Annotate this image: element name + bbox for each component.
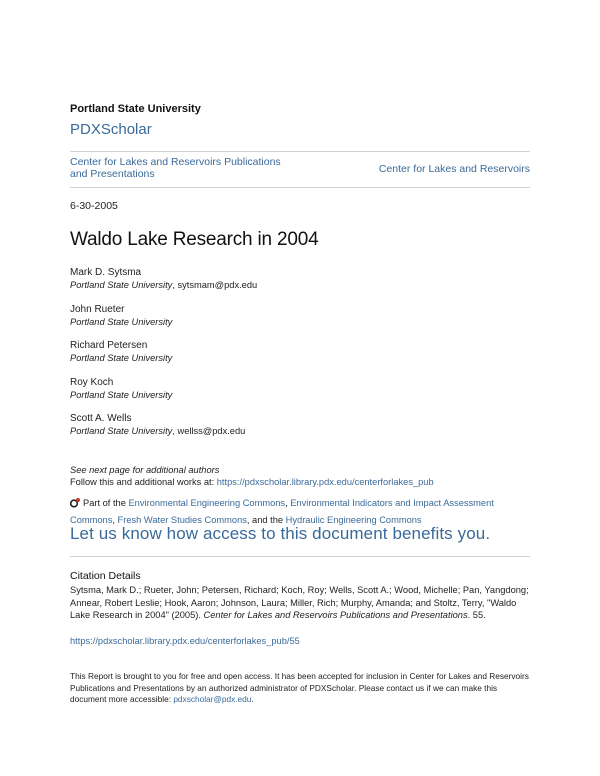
environmental-indicators-link[interactable]: Environmental Indicators and Impact Assessment Commons xyxy=(70,498,494,525)
author-name: Richard Petersen xyxy=(70,340,148,351)
citation-series: Center for Lakes and Reservoirs Publications and Presentations xyxy=(203,610,468,620)
divider xyxy=(70,556,530,557)
separator: , and the xyxy=(246,515,286,525)
publication-date: 6-30-2005 xyxy=(70,200,118,212)
environmental-engineering-link[interactable]: Environmental Engineering Commons xyxy=(128,498,286,508)
part-of-prefix: Part of the xyxy=(83,498,129,508)
author-affiliation: Portland State University xyxy=(70,426,173,436)
feedback-link[interactable]: Let us know how access to this document benefits you. xyxy=(70,524,491,543)
author-name: Mark D. Sytsma xyxy=(70,267,142,278)
department-link[interactable]: Center for Lakes and Reservoirs xyxy=(378,163,530,175)
collection-url-link[interactable]: https://pdxscholar.library.pdx.edu/centerforlakes_pub xyxy=(216,477,434,487)
author-email: , sytsmam@pdx.edu xyxy=(172,280,258,290)
author-entry xyxy=(70,376,172,402)
citation-text xyxy=(70,584,530,622)
document-title: Waldo Lake Research in 2004 xyxy=(70,229,319,250)
pdxscholar-link[interactable]: PDXScholar xyxy=(70,121,152,138)
author-entry xyxy=(70,339,172,365)
author-name: John Rueter xyxy=(70,304,125,315)
collection-link[interactable]: Center for Lakes and Reservoirs Publications and Presentations xyxy=(70,156,281,180)
author-entry xyxy=(70,303,172,329)
author-email: , wellss@pdx.edu xyxy=(172,426,246,436)
access-statement xyxy=(70,671,532,706)
author-entry xyxy=(70,266,257,292)
network-logo-icon xyxy=(70,497,81,508)
author-affiliation: Portland State University xyxy=(70,317,173,327)
author-entry xyxy=(70,412,245,438)
citation-number: . 55. xyxy=(467,610,486,620)
contact-email-link[interactable]: pdxscholar@pdx.edu xyxy=(173,694,252,704)
hydraulic-engineering-link[interactable]: Hydraulic Engineering Commons xyxy=(285,515,422,525)
author-name: Scott A. Wells xyxy=(70,413,132,424)
access-text: This Report is brought to you for free and open access. It has been accepted for inclusion in Center for Lakes and Reservoirs Publications and Presentations by an authorized administrator of PDXScholar. Please contact us if we can make this document more accessible: xyxy=(70,671,529,704)
follow-line xyxy=(70,477,434,487)
author-affiliation: Portland State University xyxy=(70,353,173,363)
divider xyxy=(70,187,530,188)
citation-heading: Citation Details xyxy=(70,570,141,582)
author-affiliation: Portland State University xyxy=(70,280,173,290)
university-name: Portland State University xyxy=(70,103,201,115)
separator: , xyxy=(285,498,291,508)
author-affiliation: Portland State University xyxy=(70,390,173,400)
separator: , xyxy=(112,515,118,525)
citation-url-link[interactable]: https://pdxscholar.library.pdx.edu/centerforlakes_pub/55 xyxy=(70,636,300,646)
access-end: . xyxy=(251,694,254,704)
citation-body: Sytsma, Mark D.; Rueter, John; Petersen, Richard; Koch, Roy; Wells, Scott A.; Wood, Michelle; Pan, Yangdong; Annear, Robert Leslie; Hook, Aaron; Johnson, Laura; Miller, Rich; Murphy, Amanda; and Stoltz, Terry, "Waldo Lake Research in 2004" (2005). xyxy=(70,585,529,620)
follow-prefix: Follow this and additional works at: xyxy=(70,477,217,487)
divider xyxy=(70,151,530,152)
fresh-water-studies-link[interactable]: Fresh Water Studies Commons xyxy=(117,515,247,525)
author-name: Roy Koch xyxy=(70,377,114,388)
see-next-note: See next page for additional authors xyxy=(70,465,220,475)
